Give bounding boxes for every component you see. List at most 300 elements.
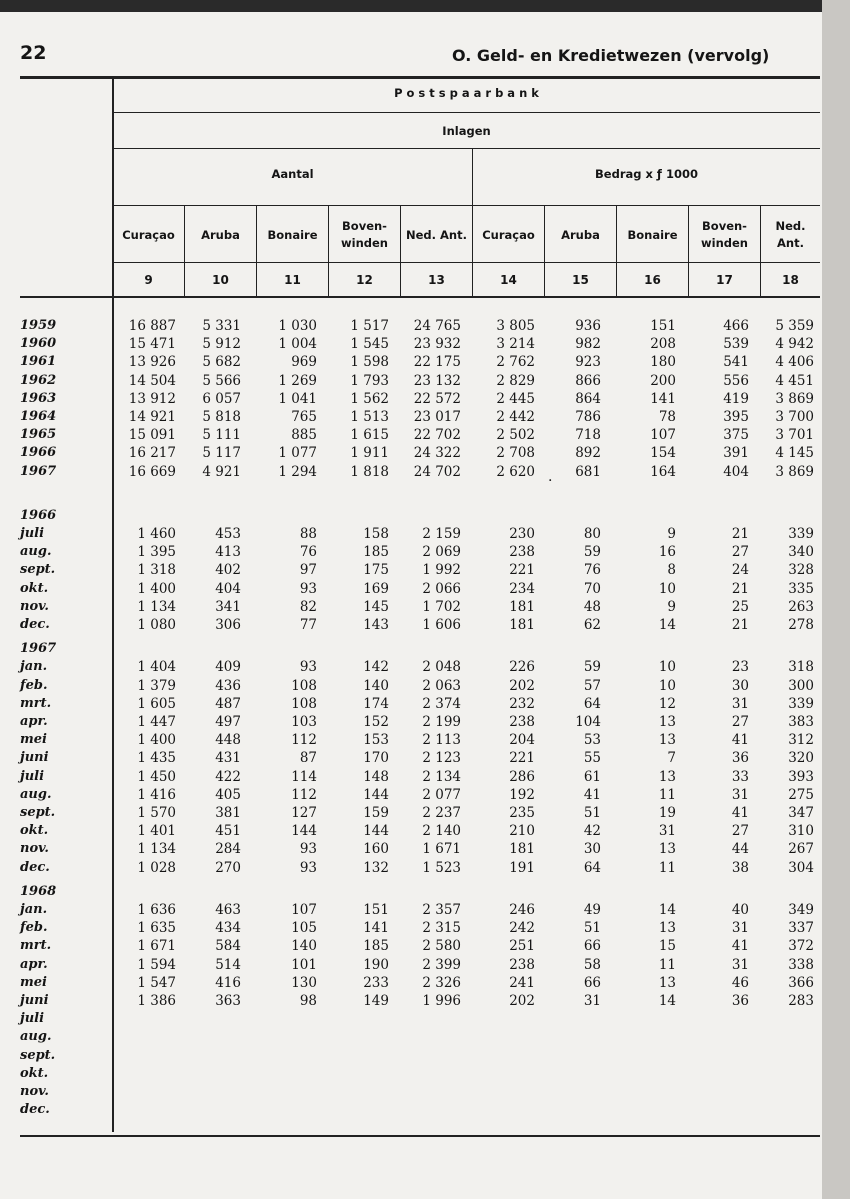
row-label: 1966 — [20, 507, 57, 523]
table-row — [0, 974, 822, 992]
table-cell: 1 404 — [137, 659, 176, 676]
table-cell: 1 400 — [137, 732, 176, 749]
table-cell: 192 — [509, 786, 535, 803]
table-cell: 2 140 — [422, 823, 461, 840]
table-cell: 77 — [299, 617, 317, 633]
table-row — [0, 463, 822, 481]
table-cell: 202 — [509, 993, 535, 1009]
table-cell: 2 237 — [422, 805, 461, 821]
table-cell: 451 — [215, 823, 241, 840]
table-cell: 132 — [363, 859, 389, 876]
table-cell: 4 145 — [775, 445, 814, 462]
table-cell: 185 — [363, 544, 389, 561]
col-number: 15 — [572, 273, 589, 287]
table-cell: 1 594 — [137, 956, 176, 973]
table-cell: 366 — [788, 974, 814, 991]
table-cell: 1 400 — [137, 580, 176, 597]
table-cell: 46 — [731, 974, 749, 991]
row-label: aug. — [20, 544, 52, 560]
table-cell: 1 615 — [350, 427, 389, 444]
table-cell: 892 — [575, 445, 601, 462]
table-cell: 402 — [215, 562, 241, 579]
table-cell: 140 — [363, 677, 389, 694]
table-cell: 1 545 — [350, 336, 389, 353]
table-cell: 104 — [575, 714, 601, 730]
table-cell: 340 — [788, 544, 814, 561]
table-cell: 6 057 — [202, 390, 241, 407]
table-cell: 88 — [299, 526, 317, 542]
table-cell: 152 — [363, 714, 389, 730]
table-cell: 10 — [658, 677, 676, 694]
table-cell: 487 — [215, 695, 241, 712]
table-cell: 718 — [575, 427, 601, 444]
table-cell: 7 — [667, 750, 676, 767]
table-cell: 108 — [291, 677, 317, 694]
table-cell: 14 — [658, 902, 676, 918]
table-cell: 114 — [291, 768, 317, 785]
col-number: 16 — [644, 273, 661, 287]
table-cell: 5 818 — [202, 409, 241, 425]
table-cell: 1 911 — [350, 445, 389, 462]
row-label: 1968 — [20, 883, 57, 899]
table-cell: 349 — [788, 902, 814, 918]
table-cell: 923 — [575, 354, 601, 371]
table-cell: 242 — [509, 920, 535, 937]
table-cell: 234 — [509, 580, 535, 597]
table-cell: 140 — [291, 938, 317, 955]
col-head-bovenwinden: Boven- winden — [341, 219, 388, 250]
row-label: mrt. — [20, 695, 52, 711]
table-cell: 13 — [658, 714, 676, 730]
table-row — [0, 317, 822, 335]
row-label: nov. — [20, 598, 49, 614]
table-cell: 149 — [363, 993, 389, 1009]
table-cell: 31 — [658, 823, 676, 840]
table-cell: 16 — [658, 544, 676, 561]
table-cell: 885 — [291, 427, 317, 444]
table-cell: 238 — [509, 544, 535, 561]
table-cell: 283 — [788, 993, 814, 1009]
table-cell: 765 — [291, 409, 317, 425]
table-cell: 48 — [583, 598, 601, 615]
table-cell: 251 — [509, 938, 535, 955]
page-title: O. Geld- en Kredietwezen (vervolg) — [452, 46, 770, 65]
table-cell: 62 — [583, 617, 601, 633]
table-cell: 4 942 — [775, 336, 814, 353]
table-row — [0, 390, 822, 408]
table-cell: 1 513 — [350, 409, 389, 425]
row-label: sept. — [20, 1047, 56, 1063]
table-cell: 5 682 — [202, 354, 241, 371]
scan-edge-right — [822, 0, 850, 1199]
rule-top — [20, 76, 820, 79]
row-label: 1965 — [20, 427, 57, 443]
table-cell: 363 — [215, 993, 241, 1009]
table-row — [0, 408, 822, 426]
table-cell: 463 — [215, 902, 241, 918]
table-row — [0, 768, 822, 786]
table-cell: 2 708 — [496, 445, 535, 462]
table-cell: 2 445 — [496, 390, 535, 407]
table-cell: 2 326 — [422, 974, 461, 991]
table-cell: 1 570 — [137, 805, 176, 821]
col-head-curacao-bedrag: Curaçao — [482, 227, 535, 242]
table-cell: 391 — [723, 445, 749, 462]
table-cell: 24 765 — [413, 318, 461, 334]
table-row — [0, 426, 822, 444]
table-cell: 5 331 — [202, 318, 241, 334]
rule-bottom — [20, 1135, 820, 1137]
table-cell: 2 066 — [422, 580, 461, 597]
table-cell: 221 — [509, 562, 535, 579]
row-label: juli — [20, 1011, 45, 1027]
table-cell: 97 — [299, 562, 317, 579]
table-row — [0, 992, 822, 1010]
table-cell: 306 — [215, 617, 241, 633]
row-label: jan. — [20, 902, 48, 917]
table-row — [0, 713, 822, 731]
table-cell: 98 — [299, 993, 317, 1009]
table-cell: 4 921 — [202, 463, 241, 480]
table-cell: 286 — [509, 768, 535, 785]
row-label: aug. — [20, 786, 52, 802]
table-cell: 14 — [658, 993, 676, 1009]
col-number: 10 — [212, 273, 229, 287]
stray-mark: . — [548, 469, 553, 485]
table-cell: 141 — [650, 390, 676, 407]
table-cell: 1 028 — [137, 859, 176, 876]
table-cell: 383 — [788, 714, 814, 730]
table-cell: 3 805 — [496, 318, 535, 334]
row-label: sept. — [20, 562, 56, 578]
table-row — [0, 580, 822, 598]
table-cell: 1 447 — [137, 714, 176, 730]
table-cell: 339 — [788, 526, 814, 542]
table-cell: 936 — [575, 318, 601, 334]
table-cell: 112 — [291, 786, 317, 803]
table-cell: 335 — [788, 580, 814, 597]
table-cell: 13 — [658, 974, 676, 991]
table-cell: 431 — [215, 750, 241, 767]
col-head-bonaire: Bonaire — [267, 227, 318, 242]
table-cell: 3 700 — [775, 409, 814, 425]
table-cell: 181 — [509, 617, 535, 633]
table-cell: 145 — [363, 598, 389, 615]
table-cell: 1 671 — [422, 841, 461, 858]
table-cell: 1 605 — [137, 695, 176, 712]
row-label: okt. — [20, 580, 49, 596]
table-cell: 1 793 — [350, 372, 389, 389]
table-cell: 1 606 — [422, 617, 461, 633]
table-cell: 2 829 — [496, 372, 535, 389]
table-cell: 23 932 — [413, 336, 461, 353]
table-cell: 453 — [215, 526, 241, 542]
table-cell: 23 017 — [413, 409, 461, 425]
table-cell: 267 — [788, 841, 814, 858]
table-cell: 148 — [363, 768, 389, 785]
table-cell: 78 — [658, 409, 676, 425]
table-row — [0, 561, 822, 579]
table-cell: 1 269 — [278, 372, 317, 389]
table-cell: 16 887 — [128, 318, 176, 334]
table-cell: 1 030 — [278, 318, 317, 334]
table-cell: 31 — [731, 786, 749, 803]
table-cell: 22 572 — [413, 390, 461, 407]
table-cell: 3 701 — [775, 427, 814, 444]
table-cell: 1 416 — [137, 786, 176, 803]
table-cell: 436 — [215, 677, 241, 694]
table-cell: 514 — [215, 956, 241, 973]
table-cell: 15 091 — [128, 427, 176, 444]
table-cell: 76 — [583, 562, 601, 579]
rule-header-bottom — [20, 296, 820, 298]
col-number: 12 — [356, 273, 373, 287]
row-label: sept. — [20, 805, 56, 820]
table-cell: 49 — [583, 902, 601, 918]
table-cell: 584 — [215, 938, 241, 955]
table-cell: 22 702 — [413, 427, 461, 444]
table-row — [0, 859, 822, 877]
table-cell: 130 — [291, 974, 317, 991]
row-label: mei — [20, 732, 47, 748]
table-cell: 1 818 — [350, 463, 389, 480]
table-cell: 23 132 — [413, 372, 461, 389]
table-row — [0, 444, 822, 462]
table-cell: 434 — [215, 920, 241, 937]
row-label: juni — [20, 750, 49, 766]
table-row — [0, 822, 822, 840]
col-head-aruba-bedrag: Aruba — [561, 227, 600, 242]
table-cell: 786 — [575, 409, 601, 425]
table-cell: 1 134 — [137, 841, 176, 858]
table-cell: 13 912 — [128, 390, 176, 407]
col-number: 14 — [500, 273, 517, 287]
table-cell: 969 — [291, 354, 317, 371]
table-cell: 422 — [215, 768, 241, 785]
table-cell: 1 996 — [422, 993, 461, 1009]
table-cell: 4 451 — [775, 372, 814, 389]
row-label: 1964 — [20, 409, 57, 424]
table-cell: 21 — [731, 526, 749, 542]
table-row — [0, 543, 822, 561]
table-cell: 539 — [723, 336, 749, 353]
row-label: dec. — [20, 1102, 50, 1118]
table-row — [0, 598, 822, 616]
table-cell: 30 — [583, 841, 601, 858]
table-cell: 154 — [650, 445, 676, 462]
table-cell: 153 — [363, 732, 389, 749]
table-cell: 23 — [731, 659, 749, 676]
row-label: juli — [20, 526, 45, 541]
table-row — [0, 658, 822, 676]
table-cell: 51 — [583, 805, 601, 821]
table-cell: 27 — [731, 823, 749, 840]
table-cell: 2 502 — [496, 427, 535, 444]
table-row — [0, 937, 822, 955]
row-label: juli — [20, 768, 45, 784]
table-cell: 300 — [788, 677, 814, 694]
table-cell: 372 — [788, 938, 814, 955]
table-cell: 191 — [509, 859, 535, 876]
table-cell: 864 — [575, 390, 601, 407]
table-cell: 31 — [731, 956, 749, 973]
table-cell: 1 517 — [350, 318, 389, 334]
table-cell: 105 — [291, 920, 317, 937]
table-cell: 681 — [575, 463, 601, 480]
row-label: mrt. — [20, 938, 52, 954]
table-cell: 413 — [215, 544, 241, 561]
table-cell: 466 — [723, 318, 749, 334]
table-cell: 64 — [583, 859, 601, 876]
table-cell: 10 — [658, 580, 676, 597]
table-cell: 170 — [363, 750, 389, 767]
col-number: 17 — [716, 273, 733, 287]
table-cell: 58 — [583, 956, 601, 973]
table-cell: 190 — [363, 956, 389, 973]
table-cell: 341 — [215, 598, 241, 615]
table-row — [0, 840, 822, 858]
col-head-curacao: Curaçao — [122, 227, 175, 242]
table-row — [0, 677, 822, 695]
table-cell: 419 — [723, 390, 749, 407]
table-cell: 59 — [583, 659, 601, 676]
table-cell: 70 — [583, 580, 601, 597]
table-row — [0, 525, 822, 543]
table-cell: 5 117 — [202, 445, 241, 462]
table-cell: 93 — [299, 580, 317, 597]
rule-colhead — [113, 262, 820, 263]
table-row — [0, 956, 822, 974]
table-cell: 5 359 — [775, 318, 814, 334]
table-cell: 1 598 — [350, 354, 389, 371]
col-head-bovenwinden-bedrag: Boven- winden — [701, 219, 748, 250]
table-cell: 2 399 — [422, 956, 461, 973]
table-cell: 107 — [291, 902, 317, 918]
table-cell: 1 547 — [137, 974, 176, 991]
table-cell: 1 395 — [137, 544, 176, 561]
table-cell: 180 — [650, 354, 676, 371]
table-cell: 31 — [583, 993, 601, 1009]
table-cell: 87 — [299, 750, 317, 767]
table-cell: 143 — [363, 617, 389, 633]
table-cell: 246 — [509, 902, 535, 918]
table-cell: 2 077 — [422, 786, 461, 803]
table-cell: 210 — [509, 823, 535, 840]
table-row — [0, 353, 822, 371]
table-cell: 1 318 — [137, 562, 176, 579]
table-cell: 57 — [583, 677, 601, 694]
table-cell: 338 — [788, 956, 814, 973]
table-cell: 2 315 — [422, 920, 461, 937]
table-cell: 31 — [731, 695, 749, 712]
table-cell: 30 — [731, 677, 749, 694]
table-cell: 312 — [788, 732, 814, 749]
table-cell: 381 — [215, 805, 241, 821]
table-cell: 101 — [291, 956, 317, 973]
table-cell: 1 523 — [422, 859, 461, 876]
table-cell: 13 — [658, 768, 676, 785]
row-label: dec. — [20, 617, 50, 632]
table-cell: 1 450 — [137, 768, 176, 785]
table-cell: 13 — [658, 920, 676, 937]
table-cell: 238 — [509, 714, 535, 730]
table-cell: 66 — [583, 974, 601, 991]
table-cell: 2 374 — [422, 695, 461, 712]
row-label: apr. — [20, 714, 48, 729]
table-cell: 151 — [650, 318, 676, 334]
table-cell: 1 294 — [278, 463, 317, 480]
table-cell: 107 — [650, 427, 676, 444]
rule-subgroup — [113, 148, 820, 149]
table-cell: 14 921 — [128, 409, 176, 425]
table-cell: 393 — [788, 768, 814, 785]
table-cell: 448 — [215, 732, 241, 749]
bedrag-label: Bedrag x ƒ 1000 — [595, 167, 698, 181]
table-cell: 11 — [658, 956, 676, 973]
table-cell: 1 379 — [137, 677, 176, 694]
table-cell: 144 — [291, 823, 317, 840]
table-cell: 14 504 — [128, 372, 176, 389]
table-row — [0, 804, 822, 822]
table-cell: 2 134 — [422, 768, 461, 785]
table-cell: 40 — [731, 902, 749, 918]
table-cell: 13 — [658, 732, 676, 749]
table-cell: 41 — [731, 732, 749, 749]
table-cell: 108 — [291, 695, 317, 712]
table-cell: 36 — [731, 993, 749, 1009]
table-row — [0, 731, 822, 749]
table-cell: 2 620 — [496, 463, 535, 480]
table-cell: 230 — [509, 526, 535, 542]
table-cell: 375 — [723, 427, 749, 444]
table-cell: 2 069 — [422, 544, 461, 561]
table-cell: 270 — [215, 859, 241, 876]
table-cell: 8 — [667, 562, 676, 579]
row-label: 1960 — [20, 336, 57, 352]
table-cell: 41 — [731, 938, 749, 955]
row-label: jan. — [20, 659, 48, 675]
aantal-label: Aantal — [271, 167, 314, 181]
row-label: 1961 — [20, 354, 57, 370]
row-label: 1962 — [20, 372, 57, 388]
table-cell: 11 — [658, 859, 676, 876]
col-head-ned-ant-bedrag: Ned. Ant. — [775, 219, 806, 250]
row-label: aug. — [20, 1029, 52, 1045]
table-row — [0, 372, 822, 390]
table-cell: 164 — [650, 463, 676, 480]
row-label: mei — [20, 974, 47, 990]
table-cell: 10 — [658, 659, 676, 676]
table-cell: 31 — [731, 920, 749, 937]
table-cell: 208 — [650, 336, 676, 353]
table-cell: 93 — [299, 659, 317, 676]
table-cell: 13 — [658, 841, 676, 858]
table-cell: 22 175 — [413, 354, 461, 371]
table-cell: 982 — [575, 336, 601, 353]
table-cell: 3 869 — [775, 463, 814, 480]
col-head-ned-ant: Ned. Ant. — [406, 227, 467, 242]
table-cell: 66 — [583, 938, 601, 955]
col-number: 9 — [144, 273, 153, 287]
table-cell: 33 — [731, 768, 749, 785]
table-cell: 1 562 — [350, 390, 389, 407]
table-cell: 1 004 — [278, 336, 317, 353]
row-label: nov. — [20, 841, 49, 857]
table-cell: 21 — [731, 580, 749, 597]
table-row — [0, 749, 822, 767]
table-cell: 41 — [583, 786, 601, 803]
table-cell: 24 702 — [413, 463, 461, 480]
